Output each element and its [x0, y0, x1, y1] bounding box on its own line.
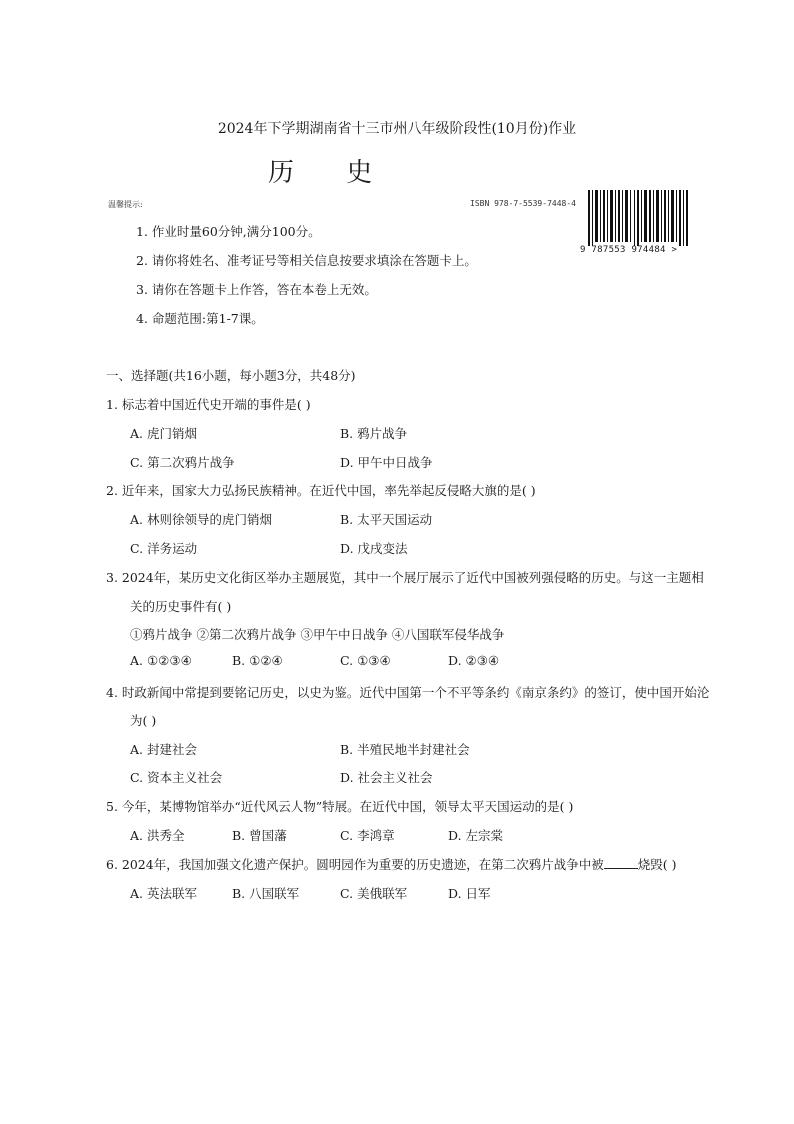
question-6-stem	[106, 855, 676, 873]
question-6-stem-after: 烧毁( )	[637, 857, 677, 872]
question-2-option-c: C. 洋务运动	[130, 541, 198, 556]
question-5-option-a: A. 洪秀全	[130, 828, 185, 843]
question-1-option-a: A. 虎门销烟	[130, 426, 197, 441]
question-5-stem: 5. 今年，某博物馆举办“近代风云人物”特展。在近代中国，领导太平天国运动的是( )	[106, 799, 574, 814]
tip-item: 4. 命题范围:第1-7课。	[136, 311, 264, 326]
question-1-stem: 1. 标志着中国近代史开端的事件是( )	[106, 397, 311, 412]
barcode-image	[586, 190, 690, 246]
question-2-option-b: B. 太平天国运动	[340, 512, 433, 527]
tip-item: 1. 作业时量60分钟,满分100分。	[136, 224, 321, 239]
question-3-items: ①鸦片战争 ②第二次鸦片战争 ③甲午中日战争 ④八国联军侵华战争	[130, 627, 505, 642]
exam-header-title: 2024年下学期湖南省十三市州八年级阶段性(10月份)作业	[217, 121, 577, 137]
isbn-text: ISBN 978-7-5539-7448-4	[470, 199, 576, 208]
question-2-stem: 2. 近年来，国家大力弘扬民族精神。在近代中国，率先举起反侵略大旗的是( )	[106, 483, 536, 498]
barcode-digits: 9 787553 974484 >	[580, 245, 678, 255]
question-4-option-d: D. 社会主义社会	[340, 770, 433, 785]
question-1-option-c: C. 第二次鸦片战争	[130, 455, 235, 470]
question-4-stem: 4. 时政新闻中常提到要铭记历史，以史为鉴。近代中国第一个不平等条约《南京条约》的签订，使中国开始沦	[106, 685, 710, 700]
answer-blank	[604, 857, 638, 869]
question-5-option-d: D. 左宗棠	[448, 828, 504, 843]
tip-item: 3. 请你在答题卡上作答，答在本卷上无效。	[136, 282, 377, 297]
question-6-option-d: D. 日军	[448, 886, 491, 901]
subject-title: 历 史	[268, 158, 395, 188]
tip-item: 2. 请你将姓名、准考证号等相关信息按要求填涂在答题卡上。	[136, 253, 477, 268]
question-6-stem-before: 6. 2024年，我国加强文化遗产保护。圆明园作为重要的历史遗迹，在第二次鸦片战争中被	[106, 857, 604, 872]
question-6-option-b: B. 八国联军	[232, 886, 300, 901]
section-title: 一、选择题(共16小题，每小题3分，共48分)	[106, 368, 356, 383]
question-2-option-d: D. 戊戌变法	[340, 541, 408, 556]
question-3-option-b: B. ①②④	[232, 653, 283, 668]
question-3-stem: 3. 2024年，某历史文化街区举办主题展览，其中一个展厅展示了近代中国被列强侵略的历史。与这一主题相	[106, 570, 704, 585]
question-3-option-c: C. ①③④	[340, 653, 391, 668]
question-1-option-b: B. 鸦片战争	[340, 426, 408, 441]
question-4-option-c: C. 资本主义社会	[130, 770, 223, 785]
question-1-option-d: D. 甲午中日战争	[340, 455, 433, 470]
question-4-stem-continued: 为( )	[130, 713, 157, 728]
question-6-option-c: C. 美俄联军	[340, 886, 408, 901]
question-5-option-b: B. 曾国藩	[232, 828, 287, 843]
question-3-option-a: A. ①②③④	[130, 653, 192, 668]
question-5-option-c: C. 李鸿章	[340, 828, 395, 843]
question-6-option-a: A. 英法联军	[130, 886, 197, 901]
question-4-option-b: B. 半殖民地半封建社会	[340, 742, 470, 757]
question-3-option-d: D. ②③④	[448, 653, 500, 668]
question-4-option-a: A. 封建社会	[130, 742, 197, 757]
question-2-option-a: A. 林则徐领导的虎门销烟	[130, 512, 272, 527]
question-3-stem-continued: 关的历史事件有( )	[130, 599, 232, 614]
tip-label: 温馨提示:	[108, 200, 143, 209]
